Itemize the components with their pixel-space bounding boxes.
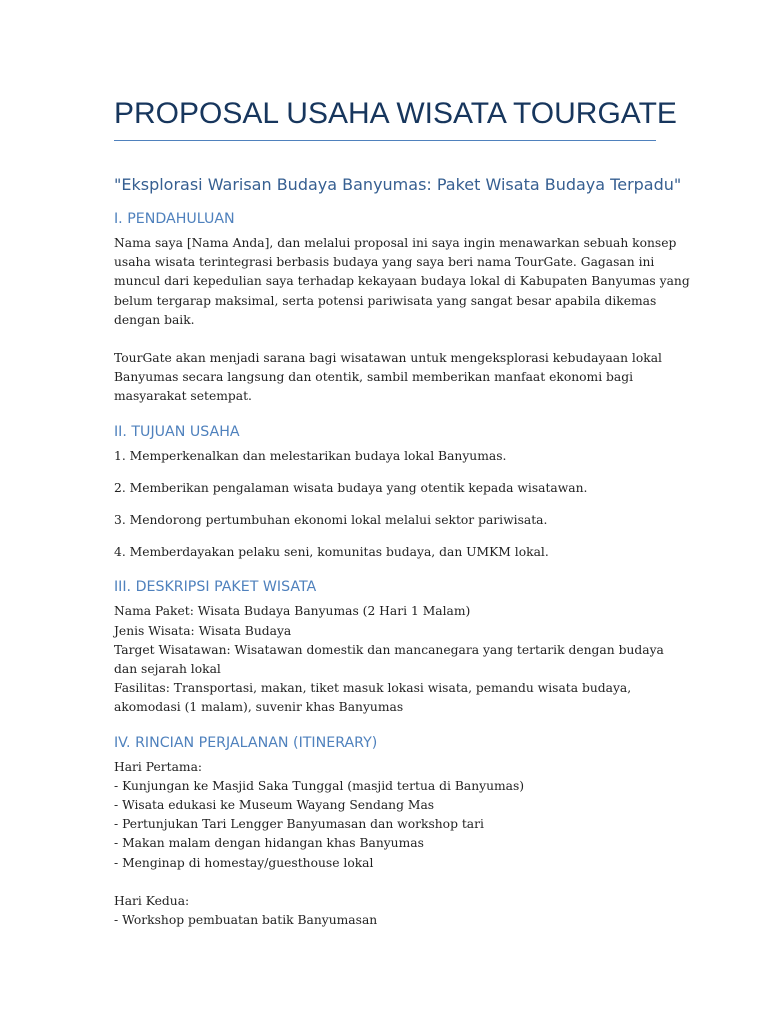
document-page (114, 0, 690, 1024)
document-body (114, 209, 690, 930)
section-tujuan-usaha (114, 422, 656, 563)
itinerary-day (114, 758, 656, 873)
paragraph: Nama saya [Nama Anda], dan melalui proposal ini saya ingin menawarkan sebuah konsep usaha wisata terintegrasi berbasis budaya yang saya beri nama TourGate. Gagasan ini muncul dari kepedulian saya terhadap kekayaan budaya lokal di Kabupaten Banyumas yang belum tergarap maksimal, serta potensi pariwisata yang sangat besar apabila dikemas dengan baik. (114, 236, 690, 327)
section-itinerary (114, 733, 656, 931)
list-item: 4. Memberdayakan pelaku seni, komunitas budaya, dan UMKM lokal. (114, 545, 549, 560)
paragraph: Nama Paket: Wisata Budaya Banyumas (2 Hari 1 Malam) Jenis Wisata: Wisata Budaya Target Wisatawan: Wisatawan domestik dan mancanegara yang tertarik dengan budaya dan sejarah lokal Fasilitas: Transportasi, makan, tiket masuk lokasi wisata, pemandu wisata budaya, akomodasi (1 malam), suvenir khas Banyumas (114, 604, 664, 715)
section-heading: III. DESKRIPSI PAKET WISATA (114, 579, 317, 596)
itinerary-day (114, 892, 656, 930)
section-heading: I. PENDAHULUAN (114, 211, 235, 227)
section-pendahuluan (114, 209, 690, 407)
day-label: Hari Kedua: (114, 893, 190, 908)
document-title: PROPOSAL USAHA WISATA TOURGATE (114, 97, 677, 130)
day-label: Hari Pertama: (114, 759, 203, 774)
activity: - Wisata edukasi ke Museum Wayang Sendang Mas (114, 798, 435, 813)
activity: - Workshop pembuatan batik Banyumasan (114, 913, 378, 928)
list-item: 3. Mendorong pertumbuhan ekonomi lokal melalui sektor pariwisata. (114, 513, 548, 528)
title-divider (114, 140, 656, 141)
document-subtitle: "Eksplorasi Warisan Budaya Banyumas: Paket Wisata Budaya Terpadu" (114, 175, 682, 194)
activity: - Kunjungan ke Masjid Saka Tunggal (masjid tertua di Banyumas) (114, 778, 525, 793)
list-item: 1. Memperkenalkan dan melestarikan budaya lokal Banyumas. (114, 448, 507, 463)
section-deskripsi-paket (114, 577, 664, 717)
activity: - Menginap di homestay/guesthouse lokal (114, 855, 374, 870)
section-heading: IV. RINCIAN PERJALANAN (ITINERARY) (114, 734, 378, 751)
paragraph: TourGate akan menjadi sarana bagi wisatawan untuk mengeksplorasi kebudayaan lokal Banyumas secara langsung dan otentik, sambil memberikan manfaat ekonomi bagi masyarakat setempat. (114, 351, 662, 404)
list-item: 2. Memberikan pengalaman wisata budaya yang otentik kepada wisatawan. (114, 480, 588, 495)
activity: - Pertunjukan Tari Lengger Banyumasan dan workshop tari (114, 817, 484, 832)
section-heading: II. TUJUAN USAHA (114, 423, 240, 440)
activity: - Makan malam dengan hidangan khas Banyumas (114, 836, 424, 851)
